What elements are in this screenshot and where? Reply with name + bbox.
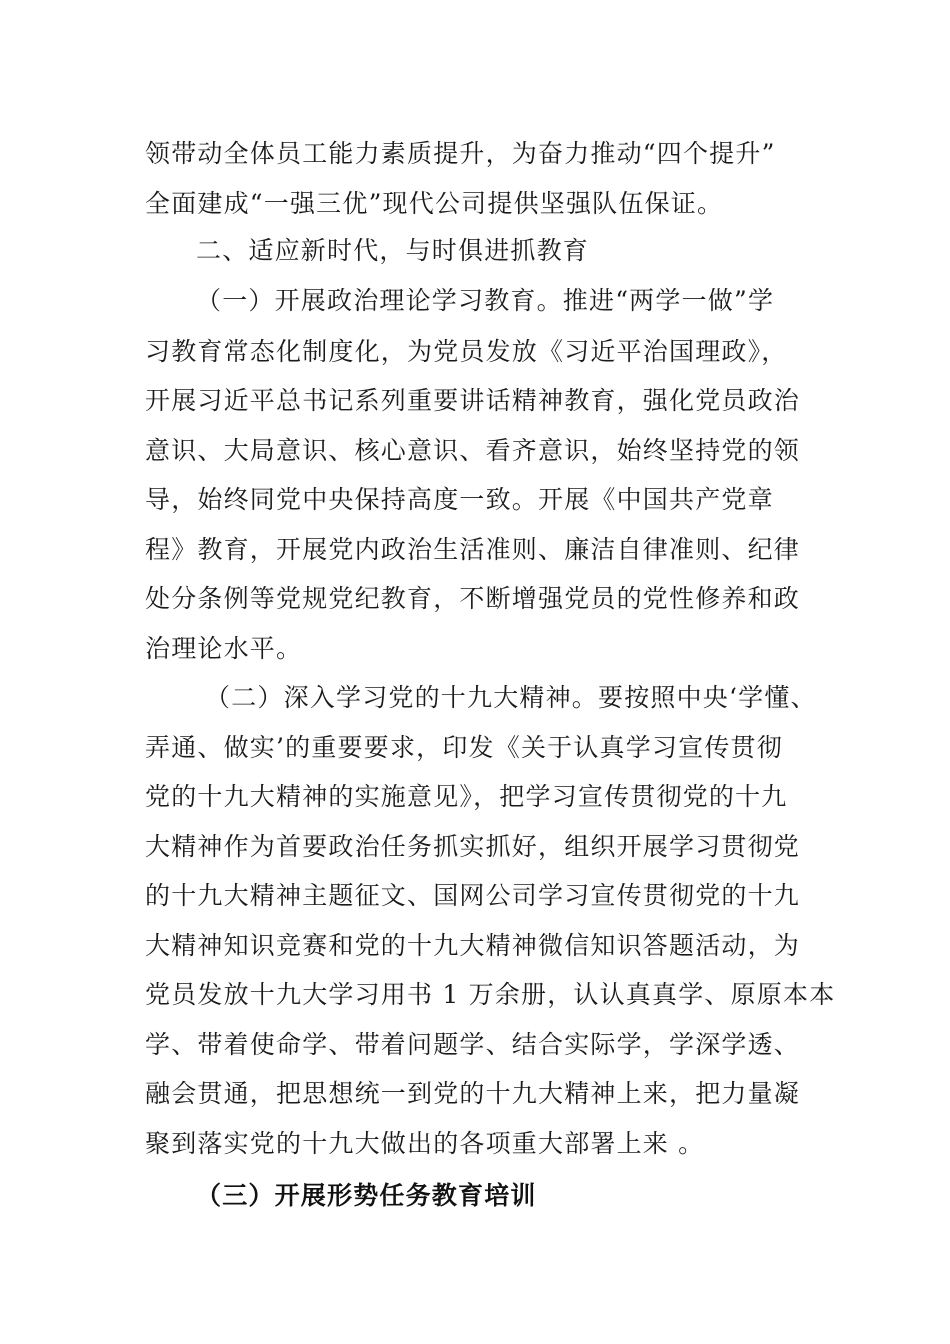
text-line: 大精神作为首要政治任务抓实抓好，组织开展学习贯彻党 <box>145 832 801 861</box>
text-line: 融会贯通，把思想统一到党的十九大精神上来，把力量凝 <box>145 1079 801 1108</box>
text-line: 处分条例等党规党纪教育，不断增强党员的党性修养和政 <box>145 584 801 613</box>
text-line: 习教育常态化制度化，为党员发放《习近平治国理政》， <box>145 337 788 366</box>
section-heading-3: （三）开展形势任务教育培训 <box>196 1181 537 1210</box>
text-line: 党员发放十九大学习用书 1 万余册，认认真真学、原原本本 <box>145 980 836 1009</box>
text-line: 开展习近平总书记系列重要讲话精神教育，强化党员政治 <box>145 386 801 415</box>
text-line: 大精神知识竞赛和党的十九大精神微信知识答题活动，为 <box>145 931 801 960</box>
text-line: 导，始终同党中央保持高度一致。开展《中国共产党章 <box>145 485 774 514</box>
paragraph-1-start: （一）开展政治理论学习教育。推进“两学一做”学 <box>196 286 775 315</box>
paragraph-2-start: （二）深入学习党的十九大精神。要按照中央‘学懂、 <box>205 683 817 712</box>
text-line: 程》教育，开展党内政治生活准则、廉洁自律准则、纪律 <box>145 535 801 564</box>
text-line: 学、带着使命学、带着问题学、结合实际学，学深学透、 <box>145 1030 801 1059</box>
section-heading-2: 二、适应新时代，与时俱进抓教育 <box>196 236 590 265</box>
text-line: 治理论水平。 <box>145 634 303 663</box>
text-line: 全面建成“一强三优”现代公司提供坚强队伍保证。 <box>145 189 724 218</box>
text-line: 意识、大局意识、核心意识、看齐意识，始终坚持党的领 <box>145 436 801 465</box>
text-line: 党的十九大精神的实施意见》，把学习宣传贯彻党的十九 <box>145 782 788 811</box>
text-line: 弄通、做实’的重要要求，印发《关于认真学习宣传贯彻 <box>145 733 783 762</box>
text-line: 聚到落实党的十九大做出的各项重大部署上来 。 <box>145 1129 705 1158</box>
text-line: 领带动全体员工能力素质提升，为奋力推动“四个提升” <box>145 139 776 168</box>
text-line: 的十九大精神主题征文、国网公司学习宣传贯彻党的十九 <box>145 881 801 910</box>
